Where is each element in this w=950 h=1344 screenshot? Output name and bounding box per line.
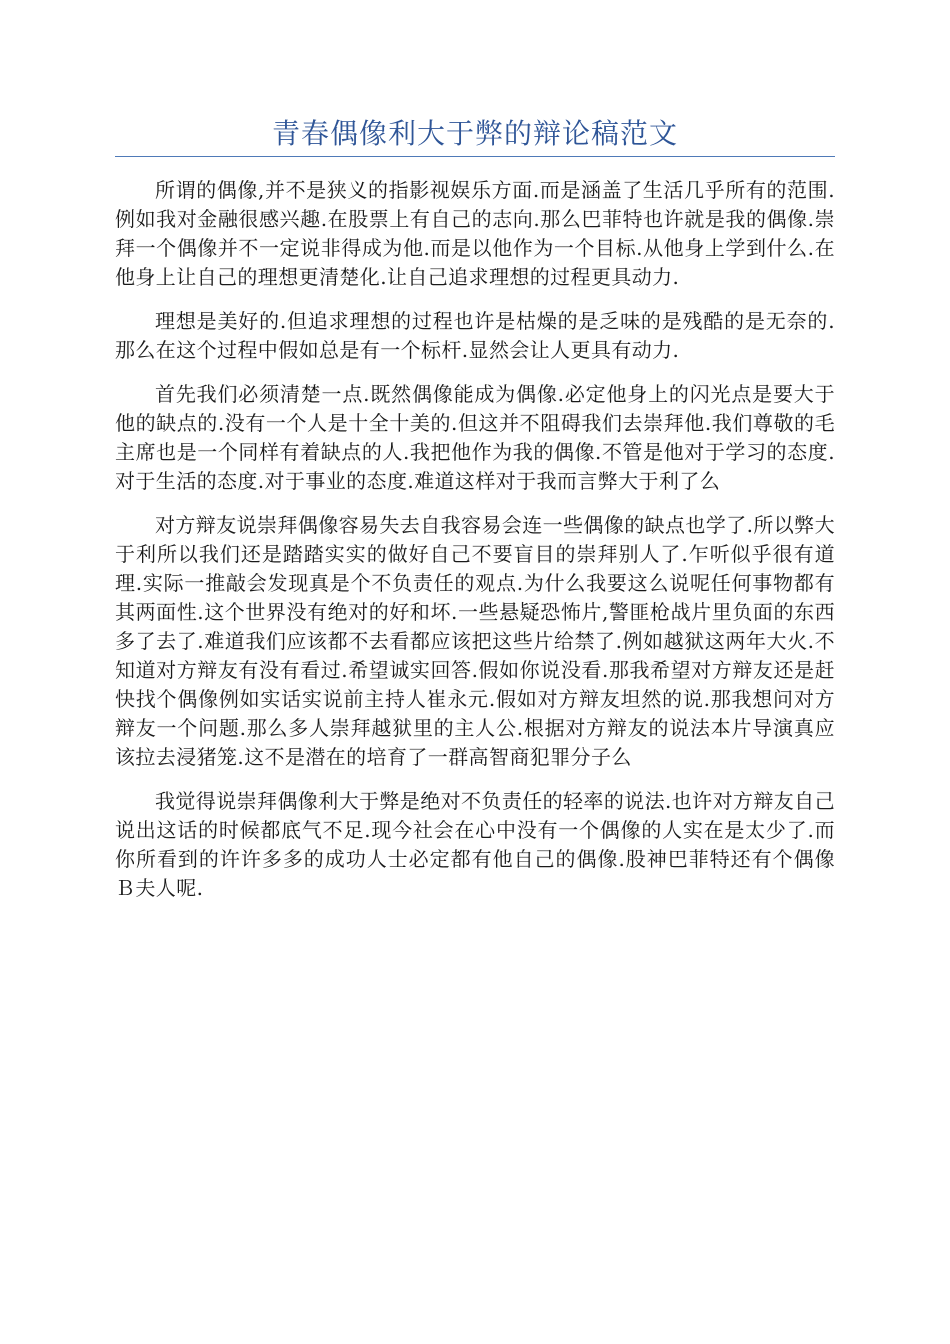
paragraph: 首先我们必须清楚一点.既然偶像能成为偶像.必定他身上的闪光点是要大于他的缺点的.没有一个人是十全十美的.但这并不阻碍我们去崇拜他.我们尊敬的毛主席也是一个同样有着缺点的人.我把他作为我的偶像.不管是他对于学习的态度.对于生活的态度.对于事业的态度.难道这样对于我而言弊大于利了么 <box>115 382 835 493</box>
title-block <box>115 112 835 157</box>
paragraph: 对方辩友说崇拜偶像容易失去自我容易会连一些偶像的缺点也学了.所以弊大于利所以我们还是踏踏实实的做好自己不要盲目的崇拜别人了.乍听似乎很有道理.实际一推敲会发现真是个不负责任的观点.为什么我要这么说呢任何事物都有其两面性.这个世界没有绝对的好和坏.一些悬疑恐怖片,警匪枪战片里负面的东西多了去了.难道我们应该都不去看都应该把这些片给禁了.例如越狱这两年大火.不知道对方辩友有没有看过.希望诚实回答.假如你说没看.那我希望对方辩友还是赶快找个偶像例如实话实说前主持人崔永元.假如对方辩友坦然的说.那我想问对方辩友一个问题.那么多人崇拜越狱里的主人公.根据对方辩友的说法本片导演真应该拉去浸猪笼.这不是潜在的培育了一群高智商犯罪分子么 <box>115 513 835 769</box>
document-title: 青春偶像利大于弊的辩论稿范文 <box>271 117 678 150</box>
paragraph: 我觉得说崇拜偶像利大于弊是绝对不负责任的轻率的说法.也许对方辩友自己说出这话的时候都底气不足.现今社会在心中没有一个偶像的人实在是太少了.而你所看到的许许多多的成功人士必定都有他自己的偶像.股神巴菲特还有个偶像Ｂ夫人呢. <box>115 789 835 900</box>
document-body <box>115 176 835 918</box>
paragraph: 理想是美好的.但追求理想的过程也许是枯燥的是乏味的是残酷的是无奈的.那么在这个过程中假如总是有一个标杆.显然会让人更具有动力. <box>115 309 835 362</box>
paragraph: 所谓的偶像,并不是狭义的指影视娱乐方面.而是涵盖了生活几乎所有的范围.例如我对金融很感兴趣.在股票上有自己的志向.那么巴菲特也许就是我的偶像.崇拜一个偶像并不一定说非得成为他.而是以他作为一个目标.从他身上学到什么.在他身上让自己的理想更清楚化.让自己追求理想的过程更具动力. <box>115 178 835 289</box>
